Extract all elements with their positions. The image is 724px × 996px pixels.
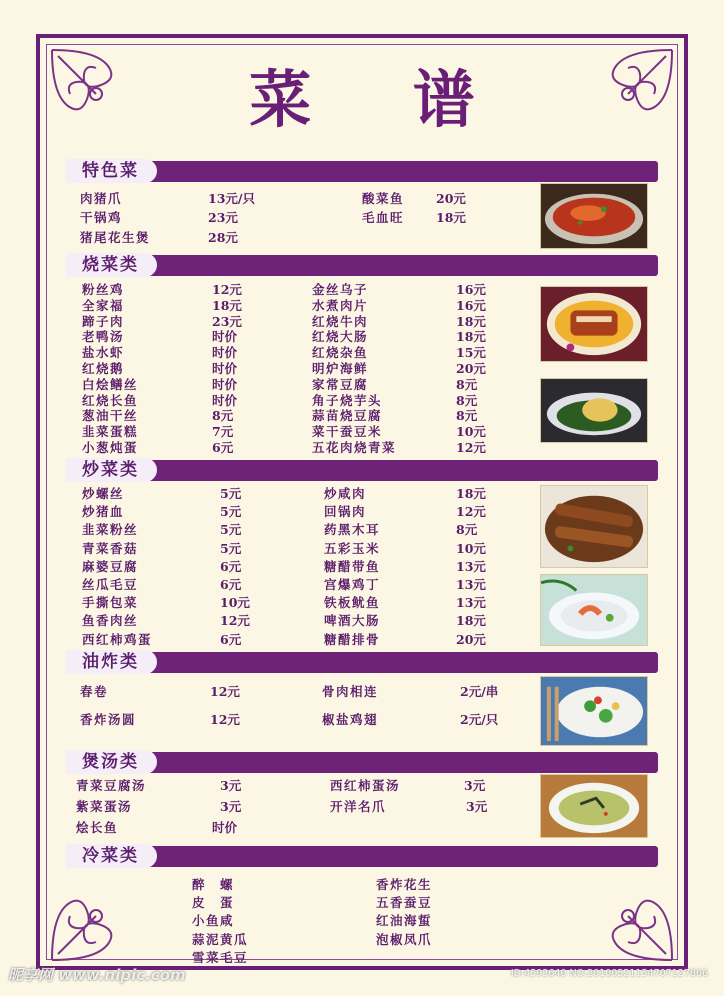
dish-name: 紫菜蛋汤 [76, 799, 133, 814]
dish-price: 12元 [210, 712, 240, 727]
corner-ornament-bottom-left [48, 868, 144, 964]
dish-price: 5元 [220, 486, 242, 501]
dish-photo-braised-fish [540, 485, 648, 568]
dish-name: 宫爆鸡丁 [324, 577, 381, 592]
dish-name: 炒猪血 [82, 504, 125, 520]
dish-price: 10元 [220, 595, 250, 611]
corner-ornament-bottom-right [580, 868, 676, 964]
dish-price: 13元 [456, 595, 486, 611]
dish-name: 回锅肉 [324, 504, 367, 520]
dish-name: 红烧牛肉 [312, 313, 369, 329]
dish-photo-salad [540, 676, 648, 746]
dish-name: 蒜苗烧豆腐 [312, 408, 383, 424]
dish-price: 18元 [456, 329, 486, 345]
dish-name: 老鸭汤 [82, 329, 125, 345]
dish-name: 青菜香菇 [82, 540, 139, 556]
dish-name: 韭菜蛋糕 [82, 424, 139, 440]
dish-price: 3元 [464, 778, 486, 793]
dish-price: 2元/只 [460, 712, 499, 727]
section-title-baotang: 煲汤类 [66, 750, 157, 774]
dish-name: 红烧长鱼 [82, 392, 139, 408]
dish-price: 12元 [210, 684, 240, 699]
dish-name: 麻婆豆腐 [82, 558, 139, 574]
dish-price: 3元 [220, 778, 242, 793]
dish-price: 13元 [456, 558, 486, 574]
dish-name: 药黑木耳 [324, 522, 381, 538]
dish-name: 酸菜鱼 [362, 191, 405, 206]
dish-name: 干锅鸡 [80, 210, 123, 225]
dish-name: 韭菜粉丝 [82, 522, 139, 538]
dish-name: 椒盐鸡翅 [322, 712, 379, 727]
dish-price: 23元 [208, 210, 238, 225]
dish-name: 菜干蚕豆米 [312, 424, 383, 440]
dish-price: 20元 [456, 631, 486, 647]
dish-price: 5元 [220, 504, 242, 520]
dish-price: 时价 [212, 376, 238, 392]
dish-name: 葱油干丝 [82, 408, 139, 424]
section-title-youzha: 油炸类 [66, 650, 157, 674]
dish-price: 5元 [220, 522, 242, 538]
dish-price: 18元 [212, 297, 242, 313]
dish-name: 五彩玉米 [324, 540, 381, 556]
dish-name: 糖醋排骨 [324, 631, 381, 647]
dish-price: 时价 [212, 820, 238, 835]
dish-name: 骨肉相连 [322, 684, 379, 699]
dish-name: 啤酒大肠 [324, 613, 381, 629]
dish-name: 水煮肉片 [312, 297, 369, 313]
dish-name: 炒螺丝 [82, 486, 125, 501]
dish-name: 青菜豆腐汤 [76, 778, 147, 793]
dish-photo-fish [540, 183, 648, 249]
dish-price: 23元 [212, 313, 242, 329]
dish-name: 铁板鱿鱼 [324, 595, 381, 611]
menu-title: 菜 谱 [249, 63, 515, 136]
dish-name: 金丝乌子 [312, 282, 369, 297]
dish-price: 6元 [220, 631, 242, 647]
dish-name: 糖醋带鱼 [324, 558, 381, 574]
section-title-chaocai: 炒菜类 [66, 458, 157, 482]
dish-name: 红烧大肠 [312, 329, 369, 345]
dish-name: 五香蚕豆 [376, 895, 433, 911]
dish-price: 8元 [456, 376, 478, 392]
dish-name: 雪菜毛豆 [192, 949, 249, 965]
dish-name: 角子烧芋头 [312, 392, 383, 408]
dish-name: 红油海蜇 [376, 913, 433, 929]
dish-photo-chicken [540, 378, 648, 443]
dish-name: 五花肉烧青菜 [312, 440, 397, 455]
dish-photo-soup [540, 774, 648, 838]
watermark-id: ID:4593640 NO:20100521154707127866 [510, 968, 708, 979]
dish-price: 12元 [456, 440, 486, 455]
dish-price: 8元 [212, 408, 234, 424]
dish-name: 开洋名爪 [330, 799, 387, 814]
dish-name: 泡椒凤爪 [376, 931, 433, 947]
dish-name: 毛血旺 [362, 210, 405, 225]
dish-price: 10元 [456, 540, 486, 556]
dish-price: 10元 [456, 424, 486, 440]
dish-name: 猪尾花生煲 [80, 230, 151, 245]
dish-price: 时价 [212, 345, 238, 361]
dish-name: 香炸汤圆 [80, 712, 137, 727]
dish-name: 烩长鱼 [76, 820, 119, 835]
dish-name: 肉猪爪 [80, 191, 123, 206]
dish-name: 皮 蛋 [192, 895, 235, 911]
dish-name: 红烧鹅 [82, 361, 125, 376]
dish-price: 8元 [456, 392, 478, 408]
dish-name: 小鱼咸 [192, 913, 235, 929]
dish-price: 20元 [456, 361, 486, 376]
dish-price: 时价 [212, 392, 238, 408]
dish-price: 12元 [220, 613, 250, 629]
dish-price: 16元 [456, 297, 486, 313]
dish-name: 蹄子肉 [82, 313, 125, 329]
dish-price: 8元 [456, 522, 478, 538]
dish-price: 3元 [466, 799, 488, 814]
dish-name: 香炸花生 [376, 877, 433, 892]
dish-price: 3元 [220, 799, 242, 814]
dish-name: 炒咸肉 [324, 486, 367, 501]
watermark-site: 昵享网 www.nipic.com [8, 966, 186, 984]
dish-price: 2元/串 [460, 684, 499, 699]
dish-name: 白烩鳝丝 [82, 376, 139, 392]
dish-price: 13元/只 [208, 191, 255, 206]
dish-name: 醉 螺 [192, 877, 235, 892]
dish-name: 小葱炖蛋 [82, 440, 139, 455]
dish-price: 18元 [456, 486, 486, 501]
dish-photo-shrimp [540, 574, 648, 646]
dish-name: 手撕包菜 [82, 595, 139, 611]
dish-price: 15元 [456, 345, 486, 361]
dish-price: 28元 [208, 230, 238, 245]
dish-price: 6元 [220, 558, 242, 574]
dish-price: 18元 [436, 210, 466, 225]
dish-price: 12元 [212, 282, 242, 297]
dish-name: 全家福 [82, 297, 125, 313]
dish-name: 春卷 [80, 684, 109, 699]
dish-price: 8元 [456, 408, 478, 424]
section-title-tese: 特色菜 [66, 159, 157, 183]
dish-price: 6元 [220, 577, 242, 592]
dish-price: 时价 [212, 361, 238, 376]
dish-name: 盐水虾 [82, 345, 125, 361]
dish-price: 5元 [220, 540, 242, 556]
dish-price: 13元 [456, 577, 486, 592]
dish-name: 丝瓜毛豆 [82, 577, 139, 592]
dish-name: 家常豆腐 [312, 376, 369, 392]
dish-name: 粉丝鸡 [82, 282, 125, 297]
dish-price: 6元 [212, 440, 234, 455]
dish-name: 红烧杂鱼 [312, 345, 369, 361]
dish-name: 西红柿蛋汤 [330, 778, 401, 793]
dish-price: 18元 [456, 313, 486, 329]
section-title-lengcai: 冷菜类 [66, 844, 157, 868]
dish-name: 蒜泥黄瓜 [192, 931, 249, 947]
dish-name: 鱼香肉丝 [82, 613, 139, 629]
dish-name: 明炉海鲜 [312, 361, 369, 376]
dish-price: 时价 [212, 329, 238, 345]
dish-name: 西红柿鸡蛋 [82, 631, 153, 647]
dish-price: 20元 [436, 191, 466, 206]
section-title-shaocai: 烧菜类 [66, 253, 157, 277]
dish-price: 16元 [456, 282, 486, 297]
dish-price: 12元 [456, 504, 486, 520]
dish-photo-pork [540, 286, 648, 362]
dish-price: 18元 [456, 613, 486, 629]
dish-price: 7元 [212, 424, 234, 440]
